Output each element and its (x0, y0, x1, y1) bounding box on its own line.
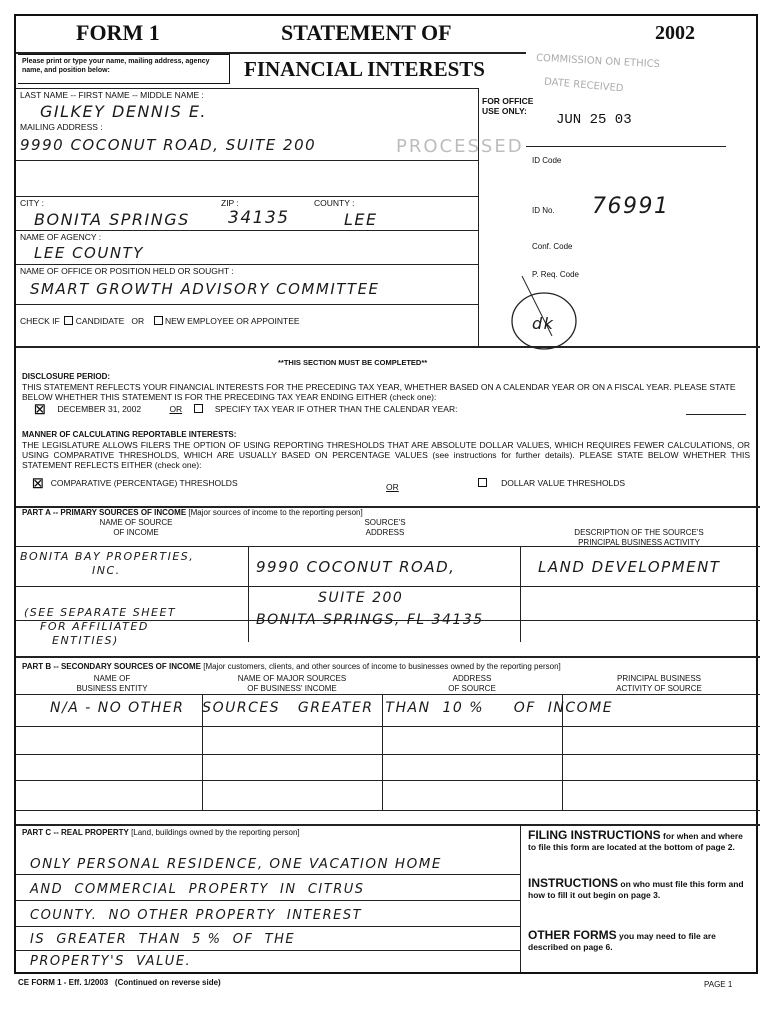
mailing-value[interactable]: 9990 COCONUT ROAD, SUITE 200 (20, 136, 317, 154)
other-forms-title: OTHER FORMS (528, 928, 617, 942)
county-label: COUNTY : (314, 198, 355, 208)
period-heading: DISCLOSURE PERIOD: (22, 372, 111, 381)
c-line-2[interactable]: AND COMMERCIAL PROPERTY IN CITRUS (30, 882, 365, 897)
id-no-label: ID No. (532, 206, 555, 215)
filing-text: for when and where to file this form are located at the bottom of page 2. (528, 831, 743, 852)
part-a-col-address: SOURCE'S ADDRESS (364, 518, 406, 537)
comparative-checkbox-checked[interactable]: ☒ (32, 476, 44, 491)
dollar-label: DOLLAR VALUE THRESHOLDS (501, 478, 626, 488)
manner-or-label: OR (386, 482, 399, 492)
county-value[interactable]: LEE (344, 210, 378, 229)
a-row1-address-b[interactable]: SUITE 200 (318, 590, 404, 606)
title-line-2: FINANCIAL INTERESTS (244, 57, 485, 81)
part-b-col-activity: PRINCIPAL BUSINESS ACTIVITY OF SOURCE (616, 674, 702, 693)
period-or-label: OR (169, 404, 183, 414)
or-label: OR (131, 316, 145, 326)
c-line-3[interactable]: COUNTY. NO OTHER PROPERTY INTEREST (30, 908, 363, 923)
position-value[interactable]: SMART GROWTH ADVISORY COMMITTEE (30, 280, 380, 298)
c-line-5[interactable]: PROPERTY'S VALUE. (30, 954, 192, 969)
part-a-heading: PART A -- PRIMARY SOURCES OF INCOME (22, 508, 187, 517)
name-label: LAST NAME -- FIRST NAME -- MIDDLE NAME : (20, 90, 204, 100)
office-use-label: FOR OFFICE USE ONLY: (482, 96, 534, 116)
specify-year-checkbox[interactable] (194, 404, 203, 413)
specify-option-label: SPECIFY TAX YEAR IF OTHER THAN THE CALENDAR YEAR: (214, 404, 458, 414)
part-a-col-name: NAME OF SOURCE OF INCOME (99, 518, 173, 537)
date-received-stamp: DATE RECEIVED (543, 76, 624, 95)
position-label: NAME OF OFFICE OR POSITION HELD OR SOUGHT : (20, 266, 234, 276)
period-text: THIS STATEMENT REFLECTS YOUR FINANCIAL INTERESTS FOR THE PRECEDING TAX YEAR, WHETHER BASED ON A CALENDAR YEAR OR ON A FISCAL YEAR. PLEASE STATE BELOW WHETHER THIS STATEMENT IS FOR THE PRECEDING TAX YEAR ENDING EITHER (check one): (22, 382, 736, 402)
c-line-4[interactable]: IS GREATER THAN 5 % OF THE (30, 932, 296, 947)
manner-options (32, 478, 238, 489)
check-if-row (20, 316, 300, 326)
a-row1-description[interactable]: LAND DEVELOPMENT (538, 558, 721, 576)
zip-value[interactable]: 34135 (228, 208, 290, 228)
initials-value: dk (532, 314, 555, 333)
zip-label: ZIP : (221, 198, 239, 208)
part-a-col-description: DESCRIPTION OF THE SOURCE'S PRINCIPAL BUSINESS ACTIVITY (574, 528, 704, 547)
other-forms-text: you may need to file are described on page 6. (528, 931, 716, 952)
p-req-code-label: P. Req. Code (532, 270, 579, 279)
city-value[interactable]: BONITA SPRINGS (34, 210, 190, 229)
part-b-col-entity: NAME OF BUSINESS ENTITY (76, 674, 148, 693)
a-row2-name-a[interactable]: (SEE SEPARATE SHEET (24, 606, 177, 619)
part-a-subheading: [Major sources of income to the reporting person] (188, 508, 363, 517)
manner-text: THE LEGISLATURE ALLOWS FILERS THE OPTION OF USING REPORTING THRESHOLDS THAT ARE ABSOLUTE DOLLAR VALUES, WHICH REQUIRES FEWER CALCULATIONS, OR USING COMPARATIVE THRESHOLDS, WHICH ARE USUALLY BASED ON PERCENTAGE VALUES (see instructions for further details). PLEASE STATE BELOW WHETHER THIS STATEMENT REFLECTS EITHER (check one): (22, 440, 750, 470)
new-employee-label: NEW EMPLOYEE OR APPOINTEE (164, 316, 300, 326)
a-row2-name-c[interactable]: ENTITIES) (52, 634, 119, 647)
other-forms-note (528, 930, 750, 952)
mailing-label: MAILING ADDRESS : (20, 122, 103, 132)
a-row2-address[interactable]: BONITA SPRINGS, FL 34135 (256, 612, 484, 628)
part-b-col-sources: NAME OF MAJOR SOURCES OF BUSINESS' INCOME (237, 674, 347, 693)
instructions-text: on who must file this form and how to fill it out begin on page 3. (528, 879, 744, 900)
form-number: FORM 1 (76, 20, 160, 45)
agency-value[interactable]: LEE COUNTY (34, 244, 144, 262)
part-a-heading-row (22, 508, 363, 518)
filing-title: FILING INSTRUCTIONS (528, 828, 661, 842)
processed-stamp: PROCESSED (396, 136, 524, 157)
dec-option-label: DECEMBER 31, 2002 (57, 404, 142, 414)
ethics-stamp: COMMISSION ON ETHICS (535, 52, 661, 71)
form-1-page (14, 14, 758, 974)
footer-form-id: CE FORM 1 - Eff. 1/2003 (Continued on reverse side) (18, 978, 221, 987)
a-row1-name-b[interactable]: INC. (92, 564, 121, 577)
a-row1-address-a[interactable]: 9990 COCONUT ROAD, (256, 558, 456, 576)
b-row1[interactable]: N/A - NO OTHER SOURCES GREATER THAN 10 % OF INCOME (50, 700, 614, 716)
new-employee-checkbox[interactable] (154, 316, 163, 325)
a-row2-name-b[interactable]: FOR AFFILIATED (40, 620, 149, 633)
comparative-label: COMPARATIVE (PERCENTAGE) THRESHOLDS (50, 478, 238, 488)
conf-code-label: Conf. Code (532, 242, 573, 251)
part-b-subheading: [Major customers, clients, and other sources of income to businesses owned by the reporting person] (203, 662, 561, 671)
id-no-value: 76991 (592, 194, 670, 219)
c-line-1[interactable]: ONLY PERSONAL RESIDENCE, ONE VACATION HOME (30, 856, 442, 872)
dec-checkbox-checked[interactable]: ☒ (34, 402, 46, 417)
manner-heading: MANNER OF CALCULATING REPORTABLE INTERESTS: (22, 430, 237, 439)
must-complete-note: **THIS SECTION MUST BE COMPLETED** (278, 358, 428, 367)
part-b-heading-row (22, 662, 561, 672)
period-options (34, 404, 457, 415)
id-code-label: ID Code (532, 156, 562, 165)
name-value[interactable]: GILKEY DENNIS E. (40, 102, 208, 121)
a-row1-name-a[interactable]: BONITA BAY PROPERTIES, (20, 550, 195, 563)
part-c-heading: PART C -- REAL PROPERTY (22, 828, 129, 837)
agency-label: NAME OF AGENCY : (20, 232, 102, 242)
candidate-checkbox[interactable] (64, 316, 73, 325)
who-must-file-instructions (528, 878, 750, 900)
part-b-heading: PART B -- SECONDARY SOURCES OF INCOME (22, 662, 201, 671)
dollar-checkbox[interactable] (478, 478, 487, 487)
form-year: 2002 (655, 22, 695, 44)
filing-instructions (528, 830, 750, 852)
date-received-value: JUN 25 03 (556, 112, 632, 128)
dollar-option (478, 478, 625, 488)
part-c-heading-row (22, 828, 300, 838)
part-b-col-address: ADDRESS OF SOURCE (448, 674, 496, 693)
print-instruction: Please print or type your name, mailing address, agency name, and position below: (18, 54, 230, 84)
instructions-title: INSTRUCTIONS (528, 876, 618, 890)
check-if-label: CHECK IF (20, 316, 60, 326)
city-label: CITY : (20, 198, 44, 208)
title-line-1: STATEMENT OF (281, 20, 452, 45)
footer-page-number: PAGE 1 (704, 980, 733, 989)
candidate-label: CANDIDATE (75, 316, 125, 326)
part-c-subheading: [Land, buildings owned by the reporting person] (131, 828, 300, 837)
